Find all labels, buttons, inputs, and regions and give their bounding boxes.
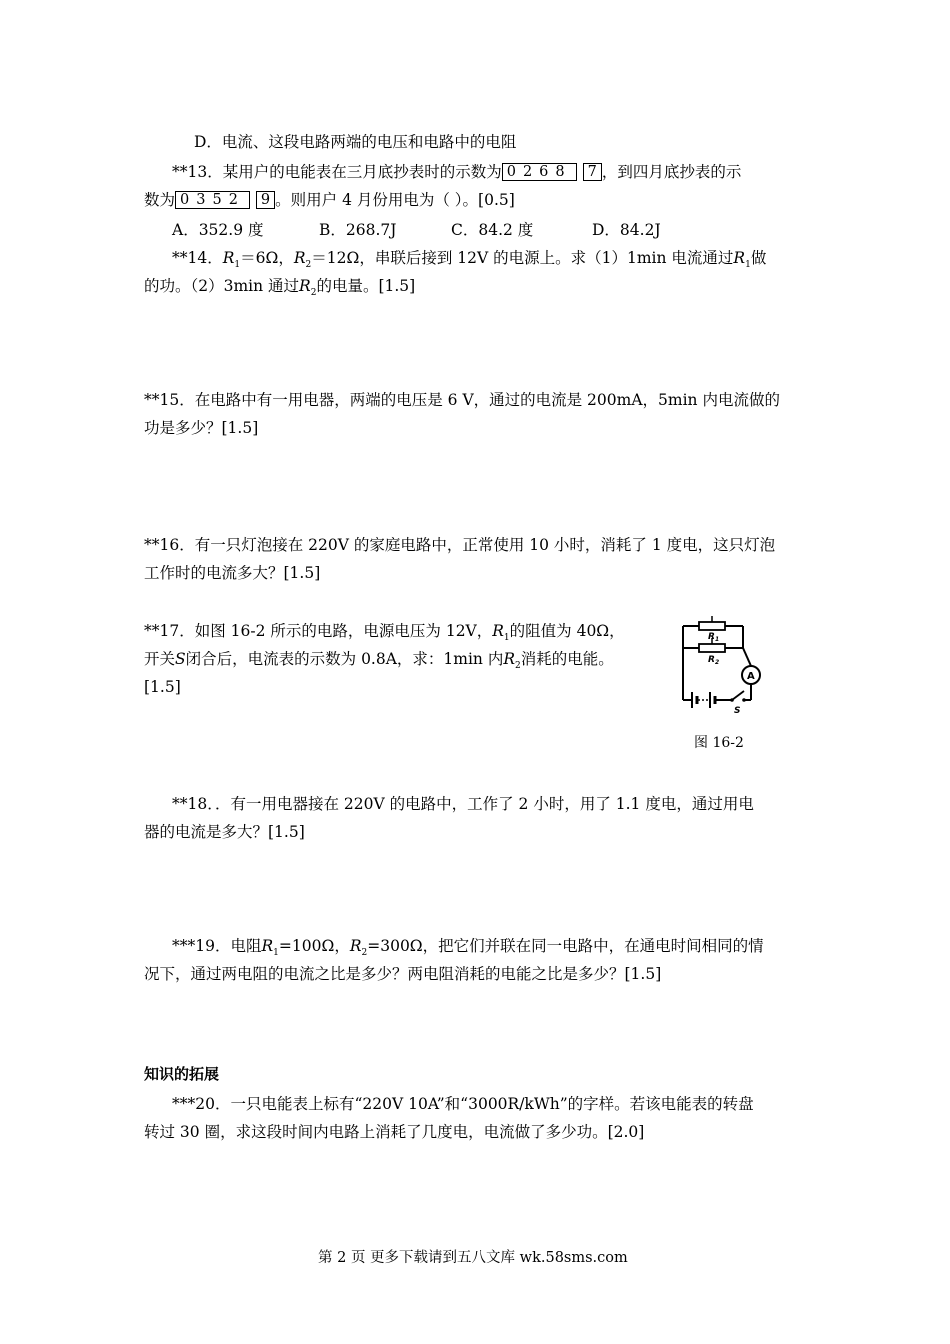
q13-option-a: A．352.9 度 <box>172 221 264 239</box>
q14-line-2 <box>144 276 415 303</box>
q13-line-1 <box>172 162 741 182</box>
q17-text: 消耗的电能。 <box>520 650 614 668</box>
q14-text: **14． <box>172 249 223 267</box>
figure-caption: 图 16-2 <box>694 735 744 751</box>
q15-line-2: 功是多少？[1.5] <box>144 419 259 437</box>
symbol-r: R <box>492 622 504 640</box>
q14-line-1 <box>172 248 766 275</box>
q13-text: 。则用户 4 月份用电为（ ）。[0.5] <box>275 191 515 209</box>
subscript: 2 <box>305 260 312 271</box>
q20-line-2: 转过 30 圈，求这段时间内电路上消耗了几度电，电流做了多少功。[2.0] <box>144 1123 645 1141</box>
q18-line-1: **18．．有一用电器接在 220V 的电路中，工作了 2 小时，用了 1.1 度电，通过用电 <box>172 795 754 813</box>
subscript: 2 <box>515 661 521 672</box>
symbol-r: R <box>293 249 306 267</box>
symbol-r: R <box>299 277 311 295</box>
q13-option-b: B．268.7J <box>319 221 397 239</box>
wire <box>743 648 751 666</box>
symbol-r: R <box>222 249 235 267</box>
q14-text: 的电量。[1.5] <box>316 277 416 295</box>
q14-text: ＝12Ω，串联后接到 12V 的电源上。求（1）1min 电流通过 <box>311 249 734 267</box>
q17-text: 的阻值为 40Ω， <box>509 622 625 640</box>
subscript: 1 <box>503 633 510 644</box>
subscript: 1 <box>745 260 751 271</box>
q14-text: ＝6Ω， <box>240 249 294 267</box>
page-footer: 第 2 页 更多下载请到五八文库 wk.58sms.com <box>318 1250 628 1266</box>
label-r1: $R_1$ <box>708 632 720 643</box>
subscript: 2 <box>310 288 317 299</box>
q19-line-1 <box>172 936 764 963</box>
q16-line-2: 工作时的电流多大？[1.5] <box>144 564 321 582</box>
q13-option-d: D．84.2J <box>592 221 661 239</box>
battery <box>692 692 715 708</box>
q13-text: ，到四月底抄表的示 <box>601 163 742 181</box>
q13-text: 数为 <box>144 191 176 209</box>
q13-text: **13．某用户的电能表在三月底抄表时的示数为 <box>172 163 502 181</box>
resistor-r1 <box>699 622 725 630</box>
q19-line-2: 况下，通过两电阻的电流之比是多少？两电阻消耗的电能之比是多少？[1.5] <box>144 965 662 983</box>
q13-line-2 <box>144 190 515 210</box>
subscript: 1 <box>234 260 241 271</box>
switch <box>730 691 746 702</box>
symbol-r: R <box>733 249 746 267</box>
label-r2: $R_2$ <box>708 655 720 666</box>
q17-text: **17．如图 16-2 所示的电路，电源电压为 12V， <box>144 622 493 640</box>
q12-option-d: D．电流、这段电路两端的电压和电路中的电阻 <box>194 133 517 151</box>
meter-reading-march: 0268 <box>502 163 577 181</box>
q15-line-1: **15．在电路中有一用电器，两端的电压是 6 V，通过的电流是 200mA，5min 内电流做的 <box>144 391 780 409</box>
q17-text: 开关 <box>144 650 176 668</box>
q19-text: =100Ω， <box>278 937 350 955</box>
q14-text: 做 <box>750 249 767 267</box>
symbol-r: R <box>261 937 274 955</box>
meter-decimal-april: 9 <box>256 191 275 209</box>
symbol-r: R <box>503 650 516 668</box>
symbol-r: R <box>349 937 362 955</box>
q19-text: ***19．电阻 <box>172 937 262 955</box>
q17-line-2 <box>144 649 614 676</box>
section-heading: 知识的拓展 <box>144 1065 220 1083</box>
symbol-s: S <box>175 650 186 668</box>
q19-text: =300Ω，把它们并联在同一电路中，在通电时间相同的情 <box>367 937 764 955</box>
resistor-r2 <box>699 644 725 652</box>
q18-line-2: 器的电流是多大？[1.5] <box>144 823 305 841</box>
subscript: 2 <box>361 948 368 959</box>
q20-line-1: ***20．一只电能表上标有“220V 10A”和“3000R/kWh”的字样。若该电能表的转盘 <box>172 1095 754 1113</box>
circuit-diagram <box>668 612 768 722</box>
label-switch: S <box>734 706 741 716</box>
meter-decimal-march: 7 <box>583 163 602 181</box>
q17-text: 闭合后，电流表的示数为 0.8A，求：1min 内 <box>185 650 504 668</box>
q14-text: 的功。（2）3min 通过 <box>144 277 300 295</box>
q13-option-c: C．84.2 度 <box>451 221 534 239</box>
q17-line-1 <box>144 621 625 648</box>
subscript: 1 <box>273 948 279 959</box>
meter-reading-april: 0352 <box>175 191 250 209</box>
ammeter-label: A <box>747 671 755 682</box>
q17-line-3: [1.5] <box>144 678 181 696</box>
q16-line-1: **16．有一只灯泡接在 220V 的家庭电路中，正常使用 10 小时，消耗了 1 度电，这只灯泡 <box>144 536 776 554</box>
